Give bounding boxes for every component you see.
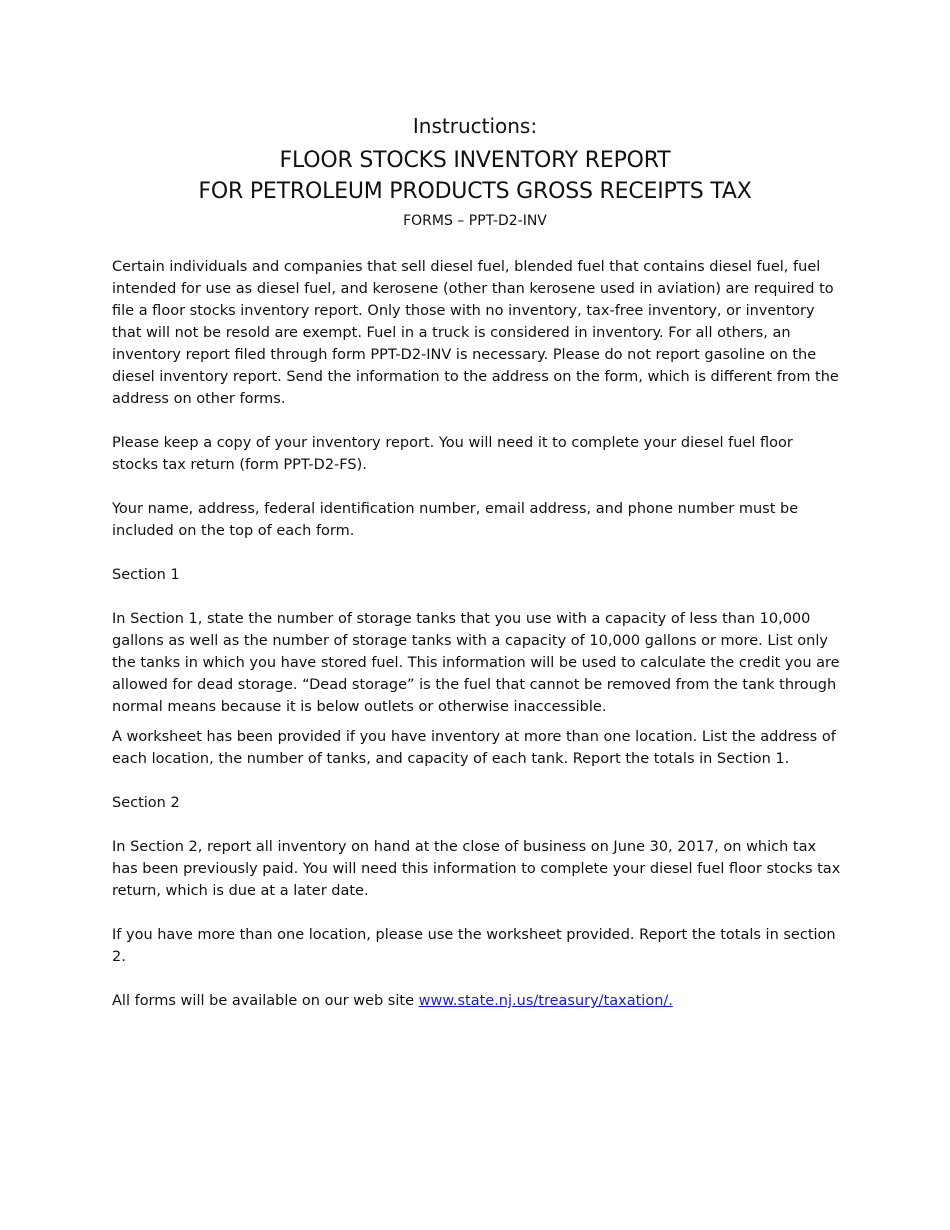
section-1-heading: Section 1 — [112, 567, 180, 583]
intro-paragraph: Certain individuals and companies that sell diesel fuel, blended fuel that contains diesel fuel, fuel intended for use as diesel fuel, and kerosene (other than kerosene used in aviation) are required to file a floor stocks inventory report. Only those with no inventory, tax-free inventory, or inventory that will not be resold are exempt. Fuel in a truck is considered in inventory. For all others, an inventory report filed through form PPT-D2-INV is necessary. Please do not report gasoline on the diesel inventory report. Send the information to the address on the form, which is different from the address on other forms. — [112, 259, 839, 407]
required-info-paragraph: Your name, address, federal identification number, email address, and phone number must be included on the top of each form. — [112, 501, 799, 539]
multiple-locations-paragraph: If you have more than one location, please use the worksheet provided. Report the totals in section 2. — [112, 927, 836, 965]
closing-paragraph — [112, 990, 842, 1012]
section-2-heading: Section 2 — [112, 795, 180, 811]
section-2-paragraph: In Section 2, report all inventory on hand at the close of business on June 30, 2017, on which tax has been previously paid. You will need this information to complete your diesel fuel floor stocks tax return, which is due at a later date. — [112, 839, 841, 899]
title-line-2: FOR PETROLEUM PRODUCTS GROSS RECEIPTS TAX — [198, 179, 752, 204]
forms-label: FORMS – PPT-D2-INV — [403, 213, 547, 229]
keep-copy-paragraph: Please keep a copy of your inventory report. You will need it to complete your diesel fuel floor stocks tax return (form PPT-D2-FS). — [112, 435, 793, 473]
instructions-label: Instructions: — [412, 114, 538, 138]
document-body — [112, 256, 842, 1034]
taxation-website-link[interactable]: www.state.nj.us/treasury/taxation/. — [418, 993, 673, 1009]
closing-text: All forms will be available on our web site — [112, 993, 419, 1009]
document-header — [0, 113, 950, 231]
worksheet-paragraph: A worksheet has been provided if you have inventory at more than one location. List the address of each location, the number of tanks, and capacity of each tank. Report the totals in Section 1. — [112, 729, 836, 767]
title-line-1: FLOOR STOCKS INVENTORY REPORT — [279, 148, 671, 173]
section-1-paragraph: In Section 1, state the number of storage tanks that you use with a capacity of less than 10,000 gallons as well as the number of storage tanks with a capacity of 10,000 gallons or more. List only the tanks in which you have stored fuel. This information will be used to calculate the credit you are allowed for dead storage. “Dead storage” is the fuel that cannot be removed from the tank through normal means because it is below outlets or otherwise inaccessible. — [112, 611, 840, 715]
